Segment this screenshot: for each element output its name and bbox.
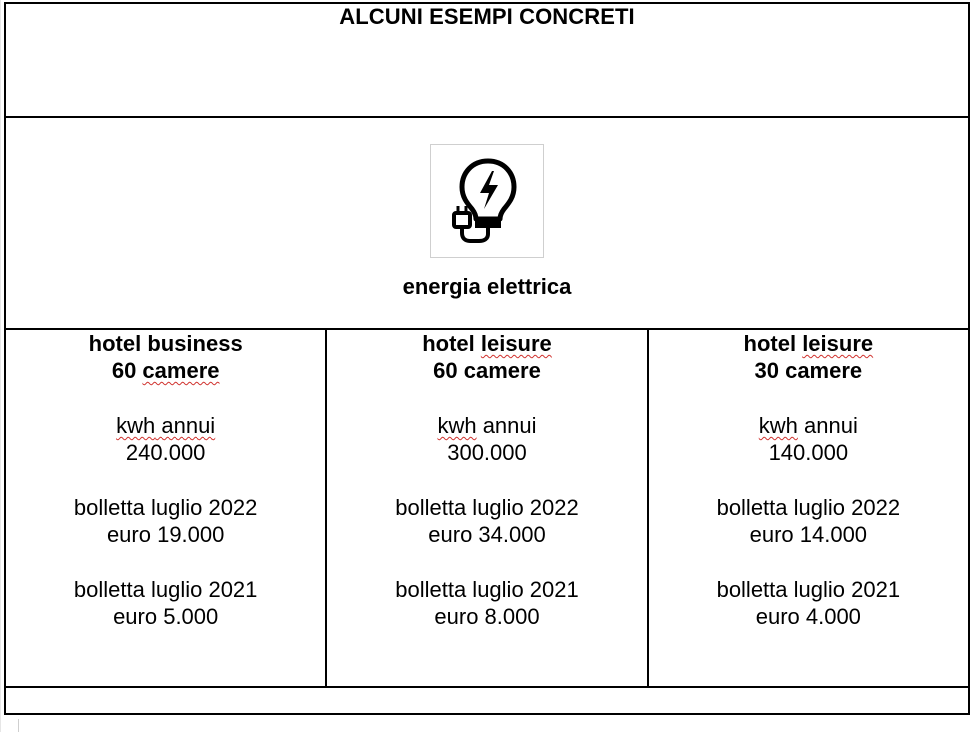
hotel-name: hotel business: [88, 331, 243, 356]
page-edge: [0, 0, 1, 732]
bill-2022-label: bolletta luglio 2022: [716, 495, 901, 520]
hotel-cell: [326, 329, 647, 687]
bill-2021-label: bolletta luglio 2021: [395, 577, 579, 602]
spellcheck-word[interactable]: leisure: [802, 331, 874, 356]
spellcheck-word[interactable]: leisure: [480, 331, 552, 356]
bill-2022-block: [327, 494, 646, 548]
bill-2022-label: bolletta luglio 2022: [395, 495, 579, 520]
bill-2021-value: euro 5.000: [113, 604, 219, 629]
lightbulb-plug-icon: [430, 144, 544, 258]
hotel-rooms: 30 camere: [754, 358, 863, 383]
spellcheck-word[interactable]: kwh: [437, 413, 477, 438]
bill-2021-value: euro 4.000: [755, 604, 861, 629]
title-row: [5, 3, 969, 117]
hotels-row: [5, 329, 969, 687]
bill-2021-block: [327, 576, 646, 630]
bill-2022-block: [649, 494, 968, 548]
hotel-cell: [5, 329, 326, 687]
energy-row: [5, 117, 969, 329]
energy-label: energia elettrica: [402, 274, 572, 299]
kwh-block: [649, 412, 968, 466]
energy-cell: [5, 117, 969, 329]
bill-2021-label: bolletta luglio 2021: [716, 577, 901, 602]
kwh-label: kwh annui: [116, 413, 216, 438]
bill-2022-value: euro 19.000: [106, 522, 225, 547]
page-title: ALCUNI ESEMPI CONCRETI: [339, 4, 635, 29]
bill-2022-label: bolletta luglio 2022: [73, 495, 258, 520]
hotel-rooms: 60 camere: [111, 358, 220, 383]
spellcheck-word[interactable]: kwh: [116, 413, 156, 438]
bill-2021-label: bolletta luglio 2021: [73, 577, 258, 602]
bill-2022-block: [6, 494, 325, 548]
spellcheck-word[interactable]: camere: [142, 358, 220, 383]
hotel-rooms: 60 camere: [433, 358, 541, 383]
empty-cell[interactable]: [5, 687, 969, 714]
bill-2021-block: [6, 576, 325, 630]
hotel-name: hotel leisure: [743, 331, 874, 356]
hotel-name: hotel leisure: [422, 331, 552, 356]
kwh-value: 300.000: [447, 440, 527, 465]
bill-2022-value: euro 14.000: [749, 522, 868, 547]
page-margin-mark: [18, 719, 19, 732]
kwh-label: kwh annui: [758, 413, 858, 438]
kwh-block: [6, 412, 325, 466]
spellcheck-word[interactable]: kwh: [758, 413, 798, 438]
empty-row: [5, 687, 969, 714]
bill-2021-value: euro 8.000: [434, 604, 540, 629]
document-table: [4, 2, 970, 715]
title-cell: [5, 3, 969, 117]
bill-2021-block: [649, 576, 968, 630]
kwh-value: 140.000: [768, 440, 849, 465]
bill-2022-value: euro 34.000: [428, 522, 546, 547]
kwh-block: [327, 412, 646, 466]
kwh-label: kwh annui: [437, 413, 537, 438]
kwh-value: 240.000: [125, 440, 206, 465]
hotel-cell: [648, 329, 969, 687]
